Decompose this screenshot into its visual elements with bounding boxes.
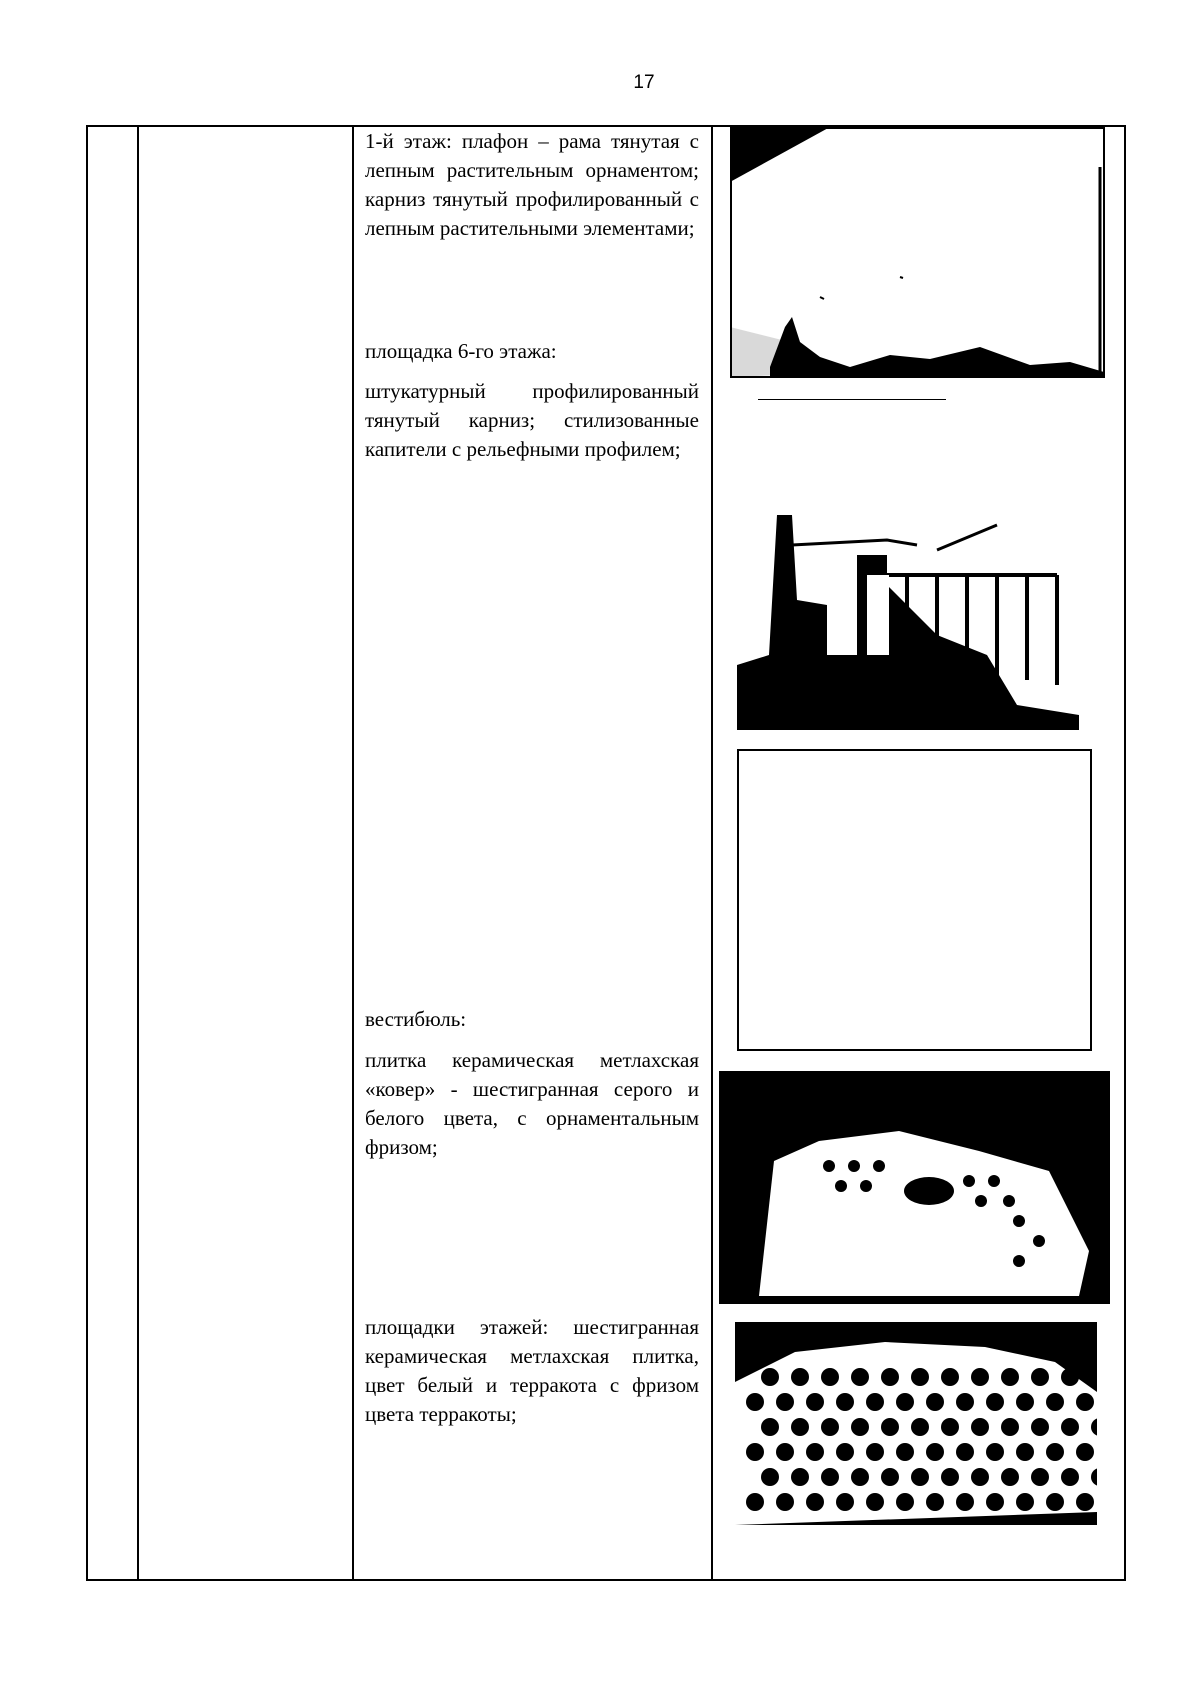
description-vestibule: плитка керамическая метлахская «ковер» - шестигранная серого и белого цвета, с орнаментальным фризом; (365, 1048, 699, 1159)
photo-vestibule-tile (719, 1071, 1110, 1304)
description-floor-landings: площадки этажей: шестигранная керамическая метлахская плитка, цвет белый и терракота с фризом цвета терракоты; (365, 1315, 699, 1426)
page-number: 17 (633, 72, 655, 93)
photo-placeholder-frame (737, 749, 1092, 1051)
table-column-divider-3 (711, 125, 713, 1581)
table-column-divider-2 (352, 125, 354, 1581)
table-column-divider-1 (137, 125, 139, 1581)
photo-staircase-landing (737, 505, 1079, 730)
description-vestibule-heading: вестибюль: (365, 1007, 467, 1031)
description-sixth-floor: штукатурный профилированный тянутый карниз; стилизованные капители с рельефными профилем; (365, 379, 699, 461)
photo-caption-underline (758, 399, 946, 400)
photo-landing-hex-tile (735, 1322, 1097, 1525)
description-sixth-floor-heading: площадка 6-го этажа: (365, 339, 557, 363)
photo-ceiling-plafond (730, 127, 1106, 379)
description-first-floor: 1-й этаж: плафон – рама тянутая с лепным растительным орнаментом; карниз тянутый профилированный с лепным растительными элементами; (365, 129, 699, 240)
